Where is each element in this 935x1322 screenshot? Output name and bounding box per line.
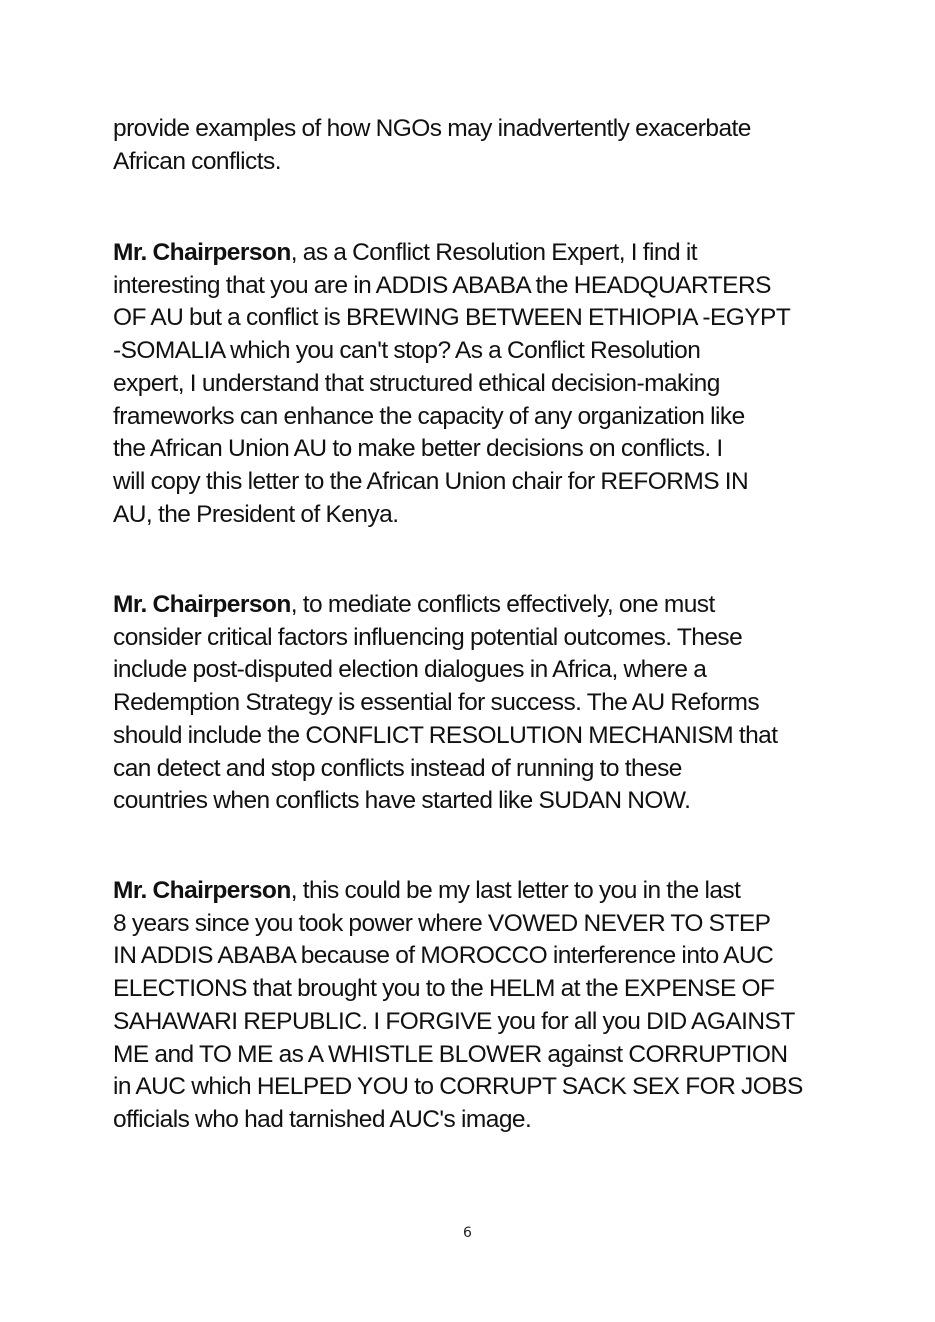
text-fragment: , this could be my last letter to you in the last: [290, 877, 741, 904]
text-line: [113, 875, 873, 908]
paragraph-conflict-resolution-expert: [113, 237, 873, 531]
text-fragment: , as a Conflict Resolution Expert, I find it: [290, 239, 697, 266]
text-line: OF AU but a conflict is BREWING BETWEEN ETHIOPIA -EGYPT: [113, 304, 791, 332]
text-fragment: , to mediate conflicts effectively, one must: [290, 591, 715, 618]
salutation: Mr. Chairperson: [113, 239, 291, 266]
text-line: IN ADDIS ABABA because of MOROCCO interference into AUC: [113, 942, 774, 970]
paragraph-mediate-conflicts: [113, 589, 873, 818]
text-line: African conflicts.: [113, 147, 281, 175]
text-line: in AUC which HELPED YOU to CORRUPT SACK SEX FOR JOBS: [113, 1073, 803, 1101]
text-line: AU, the President of Kenya.: [113, 500, 399, 528]
text-line: [113, 589, 873, 622]
text-line: 8 years since you took power where VOWED NEVER TO STEP: [113, 909, 771, 937]
text-line: include post-disputed election dialogues in Africa, where a: [113, 656, 707, 684]
text-line: can detect and stop conflicts instead of running to these: [113, 754, 682, 782]
text-line: ELECTIONS that brought you to the HELM at the EXPENSE OF: [113, 975, 775, 1003]
text-line: SAHAWARI REPUBLIC. I FORGIVE you for all you DID AGAINST: [113, 1007, 795, 1035]
paragraph-ngo-examples: [113, 113, 873, 178]
text-line: Redemption Strategy is essential for success. The AU Reforms: [113, 689, 760, 717]
text-line: expert, I understand that structured ethical decision-making: [113, 369, 720, 397]
salutation: Mr. Chairperson: [113, 591, 291, 618]
page-number: 6: [463, 1225, 472, 1241]
text-line: provide examples of how NGOs may inadvertently exacerbate: [113, 115, 751, 142]
text-line: should include the CONFLICT RESOLUTION MECHANISM that: [113, 721, 778, 749]
text-line: frameworks can enhance the capacity of any organization like: [113, 402, 745, 430]
text-line: ME and TO ME as A WHISTLE BLOWER against CORRUPTION: [113, 1040, 788, 1068]
text-line: officials who had tarnished AUC's image.: [113, 1105, 532, 1133]
text-line: interesting that you are in ADDIS ABABA the HEADQUARTERS: [113, 271, 771, 299]
text-line: countries when conflicts have started like SUDAN NOW.: [113, 787, 691, 815]
text-line: consider critical factors influencing potential outcomes. These: [113, 623, 743, 651]
text-line: [113, 237, 873, 270]
text-line: -SOMALIA which you can't stop? As a Conflict Resolution: [113, 337, 701, 365]
paragraph-last-letter: [113, 875, 873, 1137]
text-line: the African Union AU to make better decisions on conflicts. I: [113, 435, 723, 463]
salutation: Mr. Chairperson: [113, 877, 291, 904]
text-line: will copy this letter to the African Union chair for REFORMS IN: [113, 467, 749, 495]
